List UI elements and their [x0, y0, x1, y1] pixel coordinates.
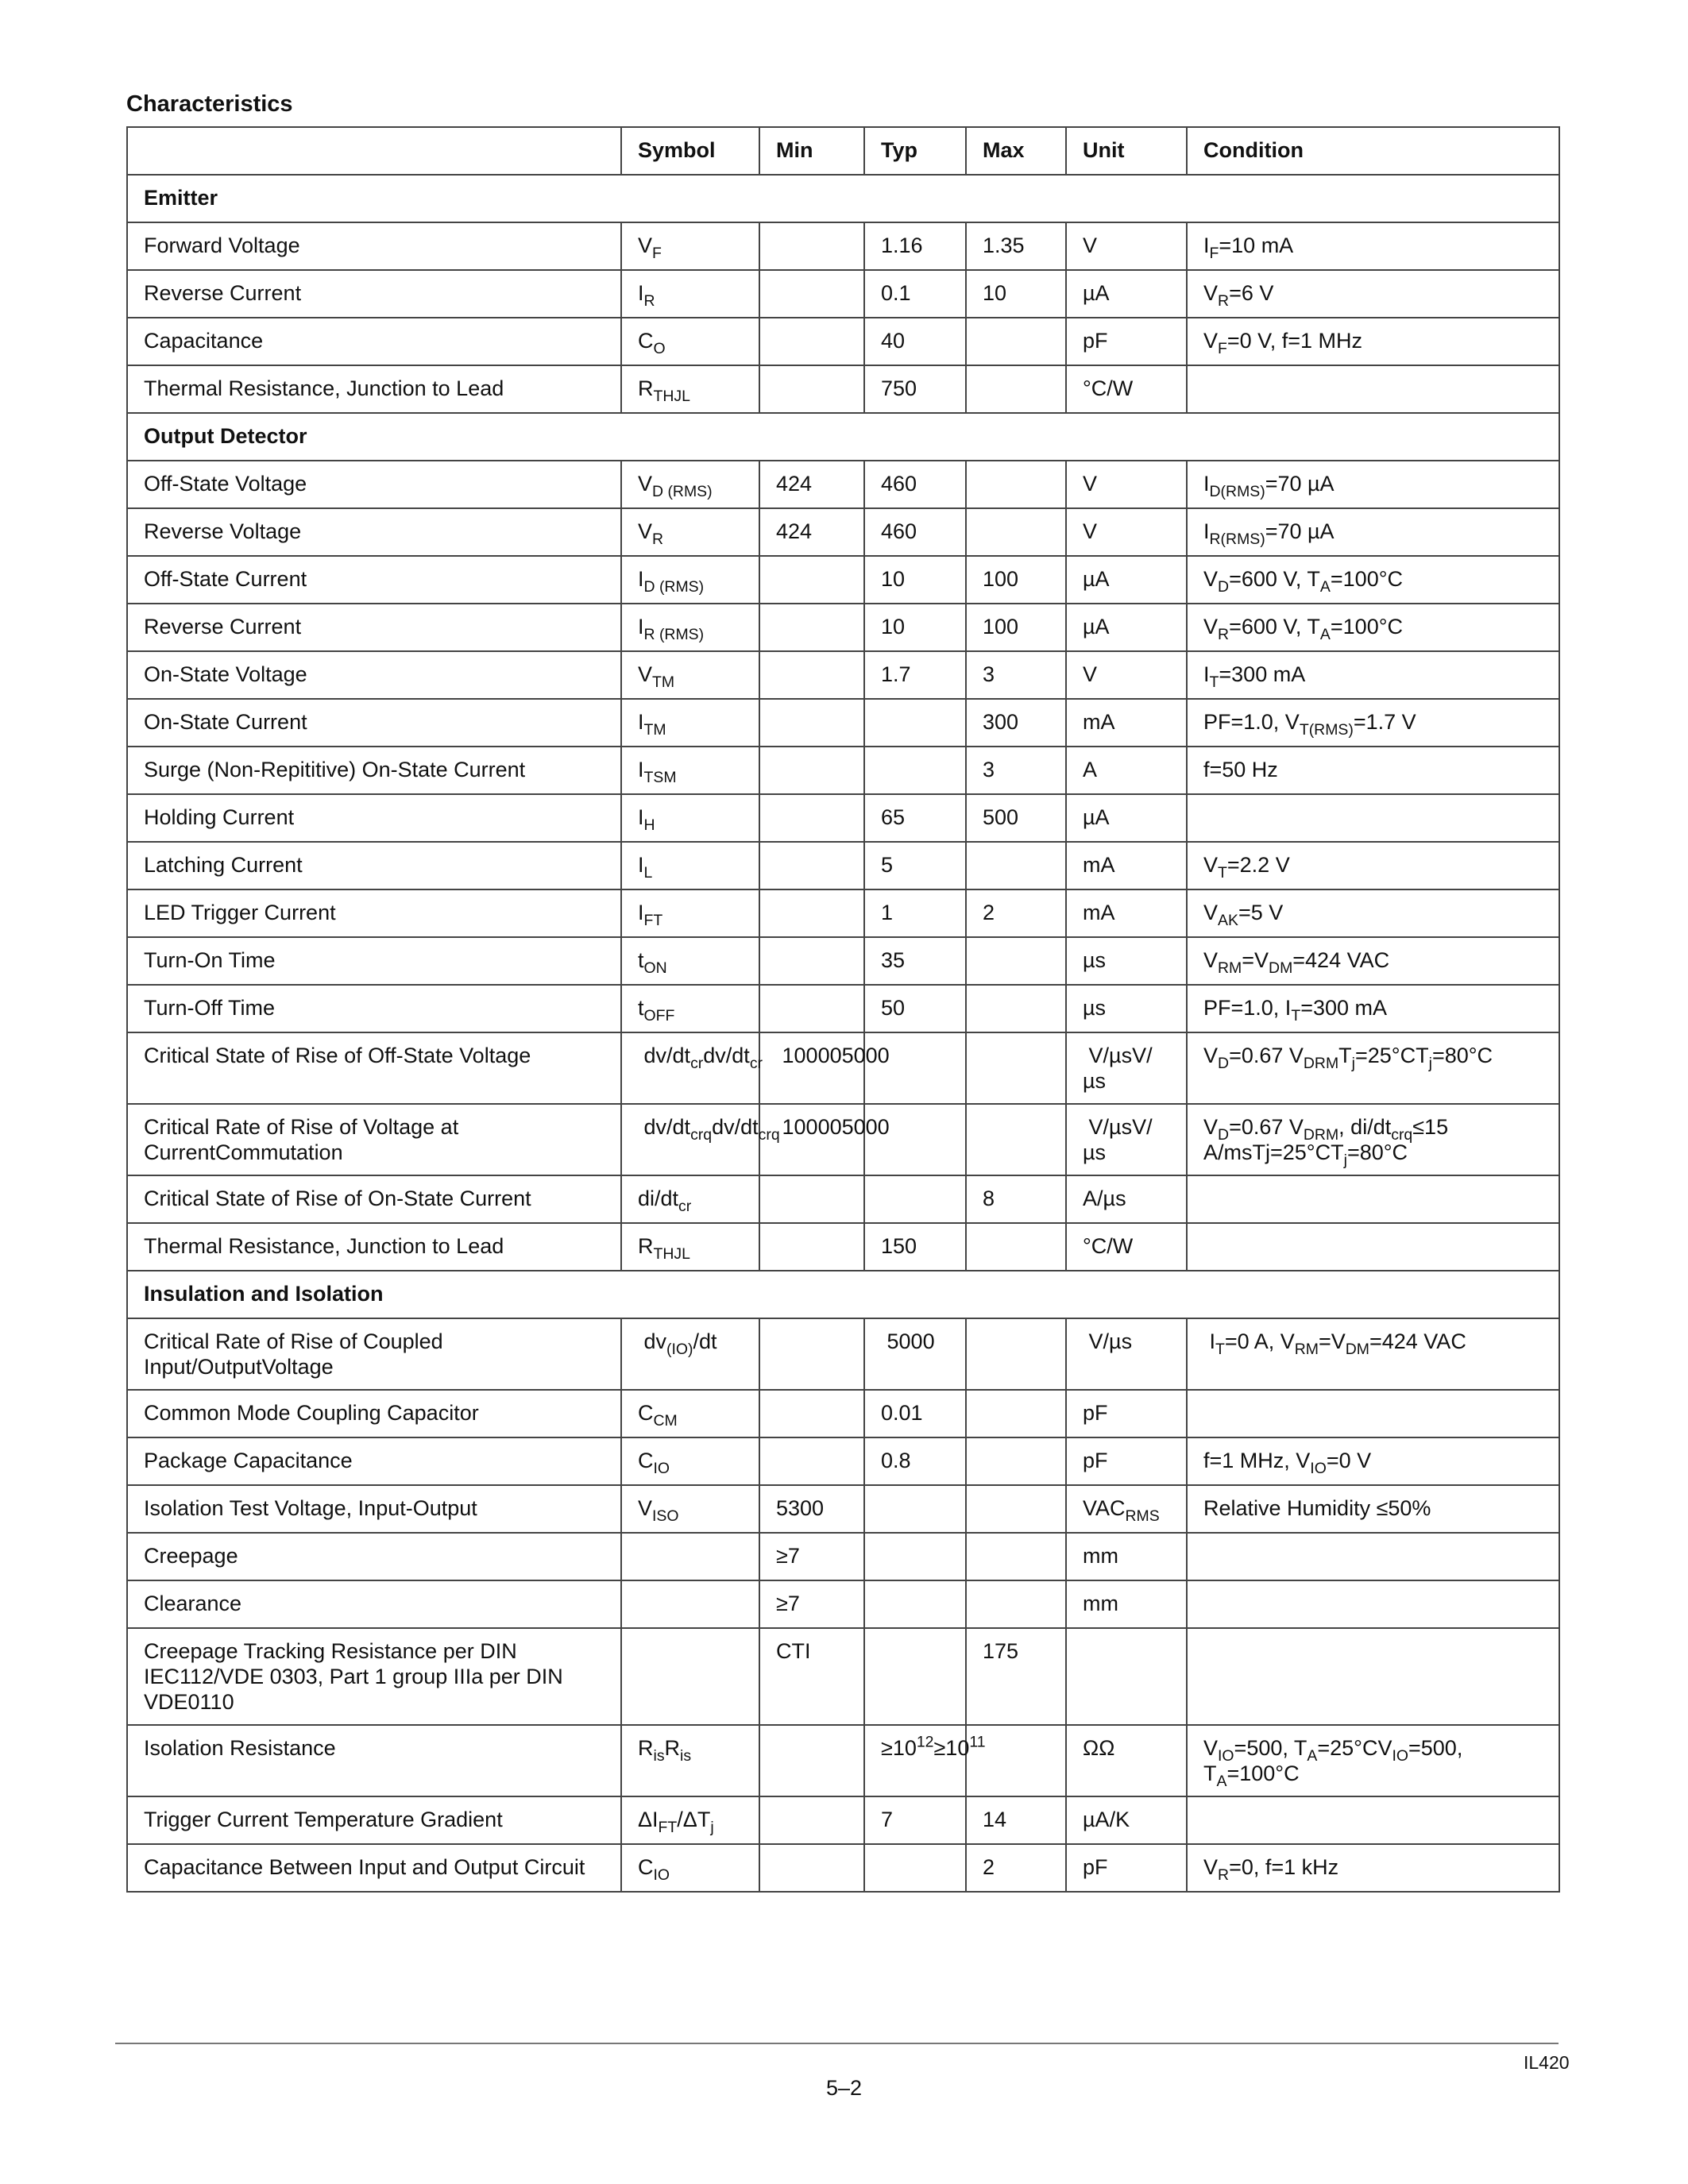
cell-min: [759, 604, 864, 651]
cell-typ: 5000: [864, 1318, 966, 1390]
cell-max: 100: [966, 556, 1066, 604]
cell-min: 100005000: [759, 1104, 864, 1175]
cell-param: Critical State of Rise of Off-State Voltage: [127, 1032, 621, 1104]
cell-min: [759, 1725, 864, 1796]
section-title: Insulation and Isolation: [127, 1271, 1559, 1318]
cell-symbol: $I_R$: [621, 270, 759, 318]
table-row: [127, 1223, 1559, 1271]
header-symbol: Symbol: [621, 127, 759, 175]
cell-symbol: $C_{IO}$: [621, 1437, 759, 1485]
table-row: [127, 1533, 1559, 1580]
cell-min: 424: [759, 508, 864, 556]
cell-unit: V: [1066, 461, 1187, 508]
cell-cond: [1187, 1580, 1559, 1628]
cell-max: 14: [966, 1796, 1066, 1844]
section-header-row: [127, 175, 1559, 222]
cell-unit: µs: [1066, 937, 1187, 985]
cell-symbol: $R_{is}R_{is}$: [621, 1725, 759, 1796]
cell-max: 2: [966, 889, 1066, 937]
cell-cond: $V_D=0.67$ $V_{DRM}$, $di/dt_{crq}\le 15$ $A/msTj=25^\circ CT_j=80^\circ C$: [1187, 1104, 1559, 1175]
cell-cond: [1187, 1533, 1559, 1580]
table-row: [127, 1175, 1559, 1223]
table-row: [127, 1032, 1559, 1104]
cell-cond: f=50 Hz: [1187, 747, 1559, 794]
cell-unit: pF: [1066, 1390, 1187, 1437]
cell-typ: 35: [864, 937, 966, 985]
cell-max: [966, 1580, 1066, 1628]
cell-min: ≥7: [759, 1580, 864, 1628]
cell-max: [966, 937, 1066, 985]
cell-min: [759, 222, 864, 270]
cell-cond: [1187, 1223, 1559, 1271]
cell-typ: 1.16: [864, 222, 966, 270]
cell-typ: 5: [864, 842, 966, 889]
table-row: [127, 1580, 1559, 1628]
cell-cond: [1187, 365, 1559, 413]
cell-cond: $I_T=0$ A, $V_{RM}=V_{DM}=424$ VAC: [1187, 1318, 1559, 1390]
table-row: [127, 1485, 1559, 1533]
cell-max: [966, 1437, 1066, 1485]
table-row: [127, 1725, 1559, 1796]
cell-min: [759, 1437, 864, 1485]
cell-typ: [864, 1580, 966, 1628]
cell-param: Reverse Current: [127, 270, 621, 318]
cell-symbol: $C_{IO}$: [621, 1844, 759, 1892]
cell-cond: $V_R=600$ V, $T_A=100^\circ C$: [1187, 604, 1559, 651]
cell-symbol: $dv_{(IO)}/dt$: [621, 1318, 759, 1390]
cell-cond: $V_T=2.2$ V: [1187, 842, 1559, 889]
document-id: IL420: [1524, 2052, 1570, 2073]
cell-param: Holding Current: [127, 794, 621, 842]
cell-typ: 40: [864, 318, 966, 365]
cell-symbol: [621, 1628, 759, 1725]
cell-max: [966, 1032, 1066, 1104]
cell-unit: V/µs: [1066, 1318, 1187, 1390]
cell-min: [759, 747, 864, 794]
cell-param: Trigger Current Temperature Gradient: [127, 1796, 621, 1844]
cell-max: 1.35: [966, 222, 1066, 270]
cell-typ: 0.1: [864, 270, 966, 318]
cell-unit: mm: [1066, 1533, 1187, 1580]
cell-typ: $\ge 10^{12}\ge 10^{11}$: [864, 1725, 966, 1796]
table-row: [127, 985, 1559, 1032]
cell-min: [759, 1796, 864, 1844]
cell-param: Critical Rate of Rise of Coupled Input/OutputVoltage: [127, 1318, 621, 1390]
cell-cond: $I_{R(RMS)}=70$ µA: [1187, 508, 1559, 556]
cell-param: Latching Current: [127, 842, 621, 889]
cell-unit: V/µsV/µs: [1066, 1032, 1187, 1104]
cell-unit: µA: [1066, 270, 1187, 318]
cell-symbol: $C_O$: [621, 318, 759, 365]
cell-param: Capacitance: [127, 318, 621, 365]
cell-symbol: $R_{THJL}$: [621, 1223, 759, 1271]
cell-cond: $V_{IO}=500$, $T_A=25^\circ CV_{IO}=500$, $T_A=100^\circ C$: [1187, 1725, 1559, 1796]
table-row: [127, 222, 1559, 270]
footer-divider: [115, 2043, 1559, 2044]
cell-unit: µA: [1066, 556, 1187, 604]
cell-param: Clearance: [127, 1580, 621, 1628]
cell-unit: V: [1066, 651, 1187, 699]
cell-cond: [1187, 1628, 1559, 1725]
cell-symbol: $V_R$: [621, 508, 759, 556]
table-row: [127, 699, 1559, 747]
cell-max: 8: [966, 1175, 1066, 1223]
cell-param: Turn-On Time: [127, 937, 621, 985]
cell-min: CTI: [759, 1628, 864, 1725]
cell-unit: µs: [1066, 985, 1187, 1032]
cell-typ: 460: [864, 508, 966, 556]
table-row: [127, 365, 1559, 413]
cell-param: Package Capacitance: [127, 1437, 621, 1485]
cell-symbol: $I_H$: [621, 794, 759, 842]
cell-cond: f=1 MHz, $V_{IO}=0$ V: [1187, 1437, 1559, 1485]
cell-min: [759, 318, 864, 365]
cell-param: Capacitance Between Input and Output Circuit: [127, 1844, 621, 1892]
table-row: [127, 1390, 1559, 1437]
cell-max: 2: [966, 1844, 1066, 1892]
table-row: [127, 604, 1559, 651]
cell-symbol: $V_{ISO}$: [621, 1485, 759, 1533]
table-row: [127, 651, 1559, 699]
cell-symbol: $dv/dt_{cr}dv/dt_{cr}$: [621, 1032, 759, 1104]
cell-symbol: $I_{D (RMS)}$: [621, 556, 759, 604]
cell-symbol: $di/dt_{cr}$: [621, 1175, 759, 1223]
cell-cond: $V_D=600$ V, $T_A=100^\circ C$: [1187, 556, 1559, 604]
table-row: [127, 1796, 1559, 1844]
cell-max: 10: [966, 270, 1066, 318]
header-condition: Condition: [1187, 127, 1559, 175]
cell-typ: 50: [864, 985, 966, 1032]
cell-max: [966, 318, 1066, 365]
cell-cond: $I_T=300$ mA: [1187, 651, 1559, 699]
cell-max: 300: [966, 699, 1066, 747]
cell-param: Off-State Voltage: [127, 461, 621, 508]
cell-param: Forward Voltage: [127, 222, 621, 270]
cell-typ: 7: [864, 1796, 966, 1844]
cell-unit: mA: [1066, 889, 1187, 937]
cell-unit: $VAC_{RMS}$: [1066, 1485, 1187, 1533]
cell-symbol: $I_{R (RMS)}$: [621, 604, 759, 651]
cell-param: Critical Rate of Rise of Voltage at CurrentCommutation: [127, 1104, 621, 1175]
table-row: [127, 889, 1559, 937]
header-min: Min: [759, 127, 864, 175]
cell-param: Thermal Resistance, Junction to Lead: [127, 1223, 621, 1271]
cell-symbol: [621, 1580, 759, 1628]
table-row: [127, 1628, 1559, 1725]
cell-param: Isolation Resistance: [127, 1725, 621, 1796]
table-row: [127, 747, 1559, 794]
cell-max: 175: [966, 1628, 1066, 1725]
cell-symbol: [621, 1533, 759, 1580]
table-row: [127, 794, 1559, 842]
cell-max: 500: [966, 794, 1066, 842]
cell-cond: $V_D=0.67$ $V_{DRM}T_j=25^\circ CT_j=80^\circ C$: [1187, 1032, 1559, 1104]
cell-unit: pF: [1066, 1844, 1187, 1892]
cell-cond: $I_{D(RMS)}=70$ µA: [1187, 461, 1559, 508]
cell-symbol: $V_{D (RMS)}$: [621, 461, 759, 508]
cell-unit: mA: [1066, 842, 1187, 889]
cell-symbol: $I_L$: [621, 842, 759, 889]
section-title: Output Detector: [127, 413, 1559, 461]
cell-symbol: $R_{THJL}$: [621, 365, 759, 413]
cell-unit: pF: [1066, 1437, 1187, 1485]
header-row: [127, 127, 1559, 175]
table-row: [127, 1437, 1559, 1485]
cell-cond: $V_R=0$, f=1 kHz: [1187, 1844, 1559, 1892]
cell-unit: µA: [1066, 794, 1187, 842]
cell-symbol: $V_{TM}$: [621, 651, 759, 699]
section-header-row: [127, 1271, 1559, 1318]
page-number: 5–2: [826, 2076, 863, 2100]
cell-typ: [864, 1175, 966, 1223]
table-row: [127, 461, 1559, 508]
cell-min: [759, 1175, 864, 1223]
cell-min: [759, 556, 864, 604]
cell-param: Thermal Resistance, Junction to Lead: [127, 365, 621, 413]
cell-cond: $V_{AK}=5$ V: [1187, 889, 1559, 937]
cell-unit: µA/K: [1066, 1796, 1187, 1844]
cell-min: [759, 937, 864, 985]
cell-typ: 750: [864, 365, 966, 413]
header-parameter: [127, 127, 621, 175]
cell-param: Surge (Non-Repititive) On-State Current: [127, 747, 621, 794]
cell-cond: Relative Humidity ≤50%: [1187, 1485, 1559, 1533]
cell-param: Reverse Current: [127, 604, 621, 651]
cell-min: 424: [759, 461, 864, 508]
cell-unit: V: [1066, 222, 1187, 270]
table-row: [127, 937, 1559, 985]
cell-min: [759, 1223, 864, 1271]
cell-typ: [864, 699, 966, 747]
cell-cond: [1187, 1175, 1559, 1223]
cell-max: [966, 1390, 1066, 1437]
cell-max: [966, 365, 1066, 413]
cell-min: [759, 985, 864, 1032]
cell-max: [966, 985, 1066, 1032]
cell-cond: [1187, 794, 1559, 842]
cell-min: [759, 270, 864, 318]
cell-param: Creepage: [127, 1533, 621, 1580]
cell-unit: ΩΩ: [1066, 1725, 1187, 1796]
cell-unit: mm: [1066, 1580, 1187, 1628]
cell-min: [759, 651, 864, 699]
cell-min: [759, 365, 864, 413]
cell-min: [759, 794, 864, 842]
cell-min: [759, 842, 864, 889]
cell-unit: °C/W: [1066, 365, 1187, 413]
cell-cond: $V_F=0$ V, f=1 MHz: [1187, 318, 1559, 365]
cell-max: [966, 1485, 1066, 1533]
cell-min: 100005000: [759, 1032, 864, 1104]
table-row: [127, 1844, 1559, 1892]
cell-param: Isolation Test Voltage, Input-Output: [127, 1485, 621, 1533]
cell-min: [759, 889, 864, 937]
cell-max: 100: [966, 604, 1066, 651]
cell-param: Reverse Voltage: [127, 508, 621, 556]
cell-param: On-State Voltage: [127, 651, 621, 699]
cell-max: [966, 461, 1066, 508]
page-title: Characteristics: [126, 91, 293, 117]
cell-symbol: $C_{CM}$: [621, 1390, 759, 1437]
cell-max: 3: [966, 651, 1066, 699]
cell-param: Turn-Off Time: [127, 985, 621, 1032]
cell-typ: 460: [864, 461, 966, 508]
cell-min: ≥7: [759, 1533, 864, 1580]
cell-typ: [864, 1533, 966, 1580]
characteristics-table: [126, 126, 1560, 1893]
cell-unit: V: [1066, 508, 1187, 556]
table-row: [127, 508, 1559, 556]
cell-typ: [864, 1485, 966, 1533]
cell-typ: 1.7: [864, 651, 966, 699]
cell-symbol: $dv/dt_{crq}dv/dt_{crq}$: [621, 1104, 759, 1175]
section-title: Emitter: [127, 175, 1559, 222]
cell-unit: pF: [1066, 318, 1187, 365]
cell-param: Common Mode Coupling Capacitor: [127, 1390, 621, 1437]
header-max: Max: [966, 127, 1066, 175]
cell-param: LED Trigger Current: [127, 889, 621, 937]
cell-typ: 65: [864, 794, 966, 842]
cell-param: On-State Current: [127, 699, 621, 747]
cell-symbol: $\Delta I_{FT}/\Delta T_j$: [621, 1796, 759, 1844]
cell-min: [759, 699, 864, 747]
cell-cond: [1187, 1390, 1559, 1437]
cell-cond: $V_{RM}=V_{DM}=424$ VAC: [1187, 937, 1559, 985]
cell-cond: PF=1.0, $V_{T(RMS)}=1.7$ V: [1187, 699, 1559, 747]
cell-typ: [864, 1628, 966, 1725]
cell-min: [759, 1390, 864, 1437]
table-body: [127, 175, 1559, 1892]
cell-max: [966, 508, 1066, 556]
cell-param: Critical State of Rise of On-State Current: [127, 1175, 621, 1223]
cell-typ: 0.8: [864, 1437, 966, 1485]
table-row: [127, 270, 1559, 318]
cell-symbol: $I_{TSM}$: [621, 747, 759, 794]
cell-unit: A/µs: [1066, 1175, 1187, 1223]
cell-max: [966, 1533, 1066, 1580]
cell-unit: µA: [1066, 604, 1187, 651]
cell-cond: PF=1.0, $I_T=300$ mA: [1187, 985, 1559, 1032]
header-typ: Typ: [864, 127, 966, 175]
cell-typ: 150: [864, 1223, 966, 1271]
cell-cond: $V_R=6$ V: [1187, 270, 1559, 318]
table-row: [127, 556, 1559, 604]
cell-symbol: $t_{ON}$: [621, 937, 759, 985]
table-row: [127, 318, 1559, 365]
cell-unit: °C/W: [1066, 1223, 1187, 1271]
cell-unit: [1066, 1628, 1187, 1725]
cell-cond: [1187, 1796, 1559, 1844]
cell-unit: V/µsV/µs: [1066, 1104, 1187, 1175]
cell-symbol: $t_{OFF}$: [621, 985, 759, 1032]
cell-typ: 10: [864, 556, 966, 604]
cell-min: [759, 1844, 864, 1892]
cell-max: [966, 1104, 1066, 1175]
cell-max: [966, 842, 1066, 889]
section-header-row: [127, 413, 1559, 461]
table-row: [127, 1318, 1559, 1390]
cell-typ: [864, 1844, 966, 1892]
cell-typ: 1: [864, 889, 966, 937]
cell-typ: 0.01: [864, 1390, 966, 1437]
cell-unit: A: [1066, 747, 1187, 794]
cell-symbol: $V_F$: [621, 222, 759, 270]
cell-cond: $I_F=10$ mA: [1187, 222, 1559, 270]
cell-typ: [864, 747, 966, 794]
cell-symbol: $I_{TM}$: [621, 699, 759, 747]
table-row: [127, 1104, 1559, 1175]
cell-typ: 10: [864, 604, 966, 651]
cell-max: [966, 1223, 1066, 1271]
cell-param: Creepage Tracking Resistance per DIN IEC112/VDE 0303, Part 1 group IIIa per DIN VDE0110: [127, 1628, 621, 1725]
cell-min: [759, 1318, 864, 1390]
header-unit: Unit: [1066, 127, 1187, 175]
cell-min: 5300: [759, 1485, 864, 1533]
cell-unit: mA: [1066, 699, 1187, 747]
table-row: [127, 842, 1559, 889]
cell-max: 3: [966, 747, 1066, 794]
cell-symbol: $I_{FT}$: [621, 889, 759, 937]
cell-param: Off-State Current: [127, 556, 621, 604]
cell-max: [966, 1318, 1066, 1390]
